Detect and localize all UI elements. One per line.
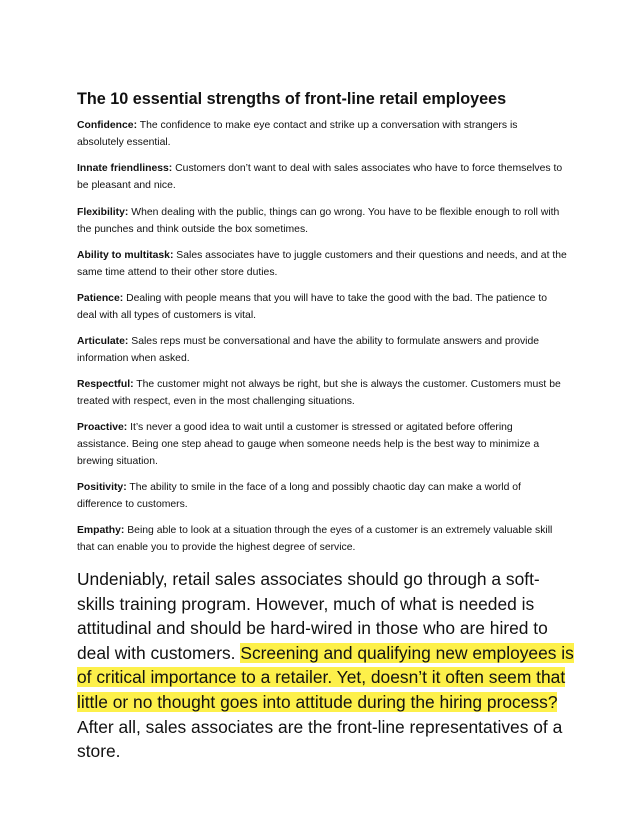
strength-confidence	[77, 117, 567, 151]
strength-term: Innate friendliness:	[77, 163, 173, 174]
highlighted-passage: Screening and qualifying new employees is of critical importance to a retailer. Yet, doesn’t it often seem that little or no thought goes into attitude during the hiring process?	[77, 642, 574, 712]
closing-lead: Undeniably, retail sales associates should go through a soft-skills training program. However, much of what is needed is attitudinal and should be hard-wired in those who are hired to deal with customers.	[77, 569, 548, 663]
strength-description: When dealing with the public, things can go wrong. You have to be flexible enough to roll with the punches and think outside the box sometimes.	[77, 207, 560, 235]
strength-positivity	[77, 479, 567, 513]
strength-patience	[77, 290, 567, 324]
strength-description: Being able to look at a situation through the eyes of a customer is an extremely valuable skill that can enable you to provide the highest degree of service.	[77, 525, 553, 553]
strength-term: Articulate:	[77, 336, 129, 347]
strength-term: Confidence:	[77, 120, 138, 131]
document-title: The 10 essential strengths of front-line retail employees	[77, 90, 507, 108]
strength-innate-friendliness	[77, 160, 567, 194]
strength-description: The customer might not always be right, but she is always the customer. Customers must be treated with respect, even in the most challenging situations.	[77, 379, 561, 407]
strength-term: Respectful:	[77, 379, 134, 390]
closing-tail: After all, sales associates are the front-line representatives of a store.	[77, 716, 563, 762]
strength-term: Patience:	[77, 293, 124, 304]
strength-flexibility	[77, 204, 567, 238]
strength-term: Ability to multitask:	[77, 250, 174, 261]
strength-description: Sales reps must be conversational and have the ability to formulate answers and provide information when asked.	[77, 336, 540, 364]
strength-term: Proactive:	[77, 422, 128, 433]
strength-proactive	[77, 419, 567, 470]
strength-respectful	[77, 376, 567, 410]
strength-term: Positivity:	[77, 482, 127, 493]
strength-multitask	[77, 247, 567, 281]
strength-description: Sales associates have to juggle customers and their questions and needs, and at the same time attend to their other store duties.	[77, 250, 567, 278]
strength-term: Flexibility:	[77, 207, 129, 218]
strength-description: The confidence to make eye contact and strike up a conversation with strangers is absolutely essential.	[77, 120, 518, 148]
strength-description: The ability to smile in the face of a long and possibly chaotic day can make a world of difference to customers.	[77, 482, 521, 510]
strength-description: Customers don’t want to deal with sales associates who have to force themselves to be pleasant and nice.	[77, 163, 563, 191]
strength-empathy	[77, 522, 567, 556]
closing-paragraph	[77, 567, 577, 764]
strength-description: It’s never a good idea to wait until a customer is stressed or agitated before offering assistance. Being one step ahead to gauge when someone needs help is the best way to minimize a brewing situation.	[77, 422, 540, 467]
strength-description: Dealing with people means that you will have to take the good with the bad. The patience to deal with all types of customers is vital.	[77, 293, 547, 321]
strength-articulate	[77, 333, 567, 367]
strength-term: Empathy:	[77, 525, 125, 536]
